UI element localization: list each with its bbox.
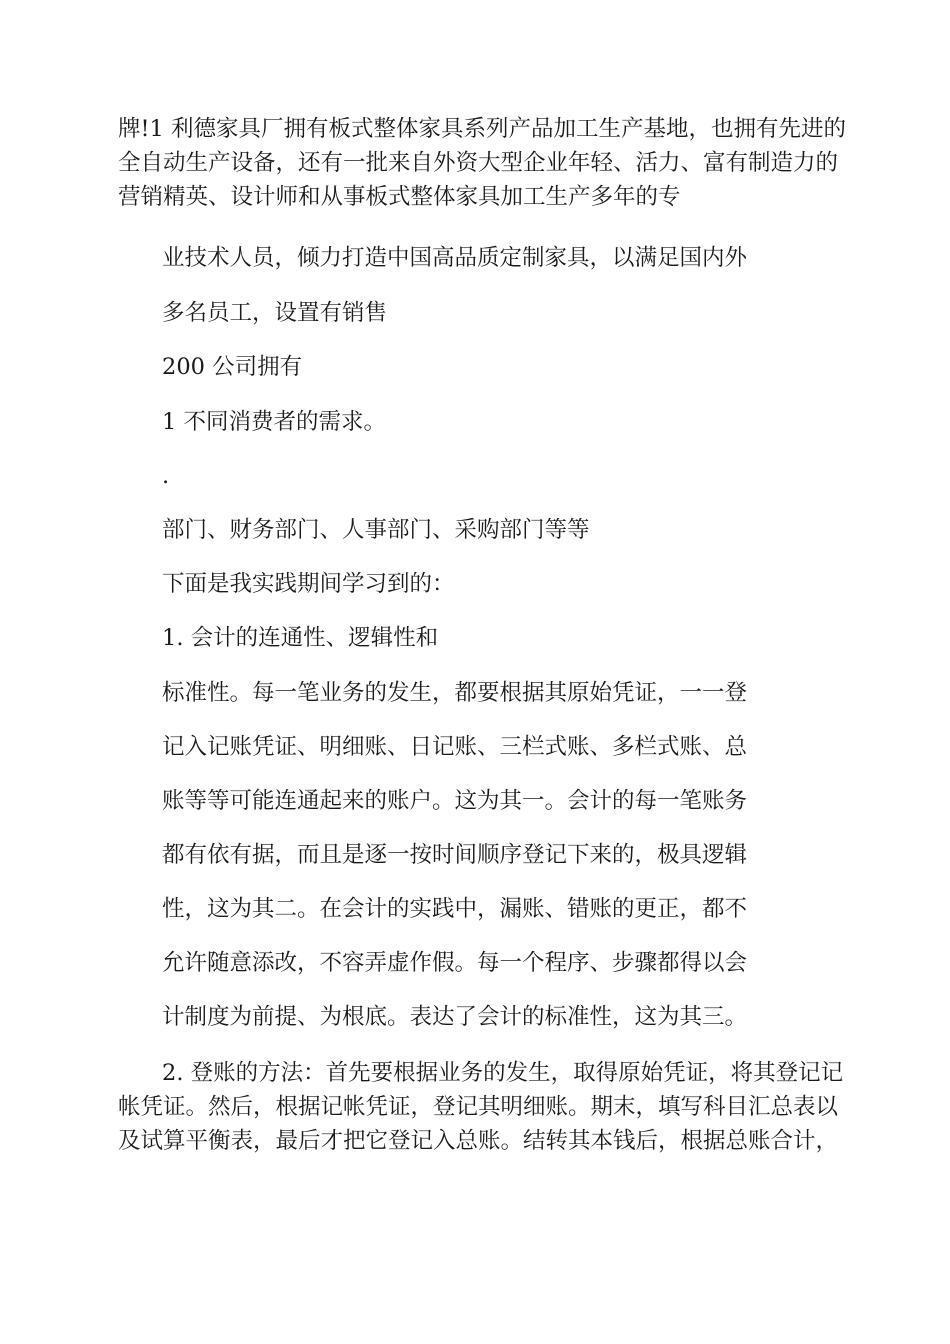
text-line: . — [162, 463, 170, 489]
text-line: 及试算平衡表，最后才把它登记入总账。结转其本钱后，根据总账合计， — [118, 1128, 839, 1154]
text-line: 1. 会计的连通性、逻辑性和 — [162, 625, 439, 651]
text-line: 允许随意添改，不容弄虚作假。每一个程序、步骤都得以会 — [162, 950, 748, 976]
text-line: 1 不同消费者的需求。 — [162, 409, 386, 435]
text-line: 都有依有据，而且是逐一按时间顺序登记下来的，极具逻辑 — [162, 842, 748, 868]
text-line: 部门、财务部门、人事部门、采购部门等等 — [162, 517, 590, 543]
text-line: 牌!1 利德家具厂拥有板式整体家具系列产品加工生产基地，也拥有先进的 — [118, 116, 847, 142]
text-line: 营销精英、设计师和从事板式整体家具加工生产多年的专 — [118, 184, 681, 210]
intro-paragraph — [118, 112, 847, 214]
ledger-method-paragraph — [118, 1056, 844, 1158]
text-line: 业技术人员，倾力打造中国高品质定制家具，以满足国内外 — [162, 245, 748, 271]
text-line: 计制度为前提、为根底。表达了会计的标准性，这为其三。 — [162, 1004, 748, 1030]
text-line: 性，这为其二。在会计的实践中，漏账、错账的更正，都不 — [162, 896, 748, 922]
text-line: 2. 登账的方法：首先要根据业务的发生，取得原始凭证，将其登记记 — [162, 1060, 844, 1086]
text-line: 200 公司拥有 — [162, 354, 303, 380]
text-line: 多名员工，设置有销售 — [162, 300, 388, 326]
text-line: 帐凭证。然后，根据记帐凭证，登记其明细账。期末，填写科目汇总表以 — [118, 1094, 839, 1120]
text-line: 全自动生产设备，还有一批来自外资大型企业年轻、活力、富有制造力的 — [118, 150, 839, 176]
text-line: 记入记账凭证、明细账、日记账、三栏式账、多栏式账、总 — [162, 734, 748, 760]
text-line: 账等等可能连通起来的账户。这为其一。会计的每一笔账务 — [162, 788, 748, 814]
text-line: 下面是我实践期间学习到的： — [162, 571, 455, 597]
text-line: 标准性。每一笔业务的发生，都要根据其原始凭证，一一登 — [162, 680, 748, 706]
